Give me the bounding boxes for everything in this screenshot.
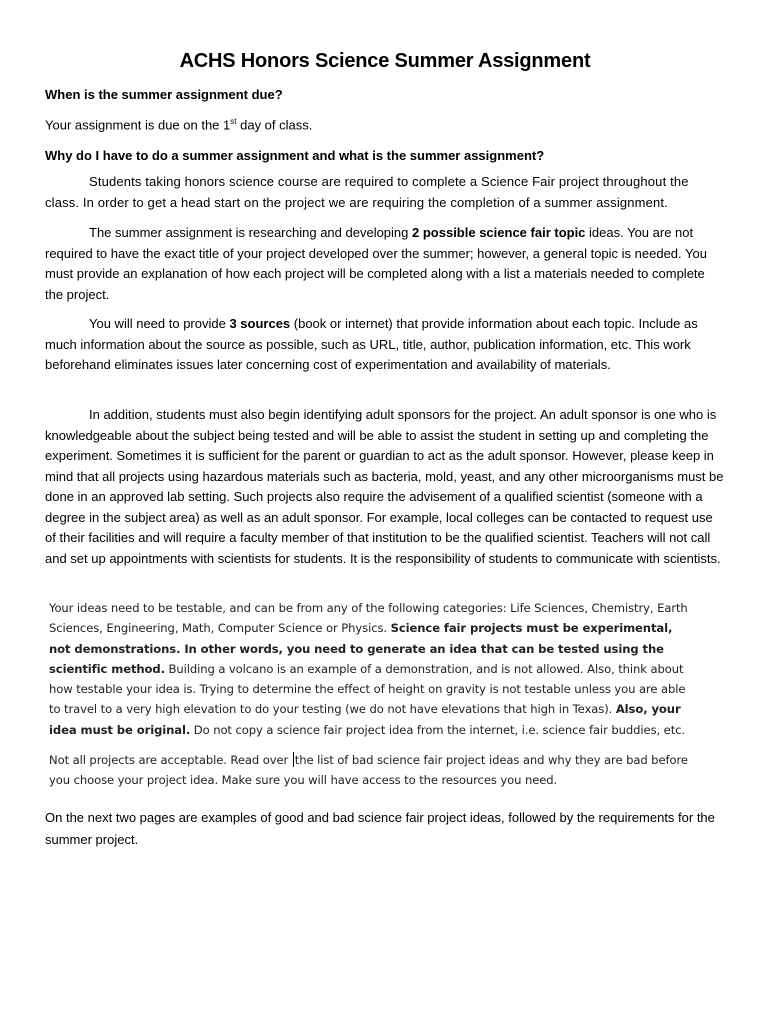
question-due-date: When is the summer assignment due? <box>45 87 283 102</box>
ordinal-suffix: st <box>230 117 237 126</box>
ideas-text-1: Your ideas need to be testable, and can be from any of the following categories: Life Sciences, Chemistry, Earth Sciences, Engineering, Math, Computer Science or Physics. <box>49 601 688 636</box>
answer-text-end: day of class. <box>236 117 313 133</box>
paragraph-sources <box>45 314 725 376</box>
paragraph-closing: On the next two pages are examples of good and bad science fair project ideas, followed by the requirements for the summer project. <box>45 810 715 847</box>
paragraph-sponsors <box>45 405 725 569</box>
text-cursor <box>293 752 294 767</box>
pasted-ideas-block <box>49 598 689 740</box>
answer-text: Your assignment is due on the 1 <box>45 117 231 133</box>
ideas-text-3: Do not copy a science fair project idea from the internet, i.e. science fair buddies, etc. <box>190 722 686 737</box>
page-title: ACHS Honors Science Summer Assignment <box>179 50 591 72</box>
paragraph-intro <box>45 172 725 213</box>
topics-text-end: ideas. You are not required to have the exact title of your project developed over the summer; however, a general topic is needed. You must provide an explanation of how each project will be completed along with a list a materials needed to complete the project. <box>45 225 707 302</box>
question-what-assignment: Why do I have to do a summer assignment and what is the summer assignment? <box>45 148 545 163</box>
paragraph-sponsors-text: In addition, students must also begin identifying adult sponsors for the project. An adult sponsor is one who is knowledgeable about the subject being tested and will be able to assist the student in setting up and completing the experiment. Sometimes it is sufficient for the parent or guardian to act as the adult sponsor. However, please keep in mind that all projects using hazardous materials such as bacteria, mold, yeast, and any other microorganisms must be done in an approved lab setting. Such projects also require the advisement of a qualified scientist (someone with a degree in the subject area) as well as an adult sponsor. For example, local colleges can be contacted to request use of their facilities and will require a faculty member of that institution to be the qualified scientist. Teachers will not call and set up appointments with scientists for students. It is the responsibility of students to communicate with scientists. <box>45 407 724 566</box>
not-all-text: Not all projects are acceptable. Read over <box>49 753 292 767</box>
sources-text: You will need to provide <box>89 316 230 331</box>
paragraph-topics <box>45 223 725 305</box>
answer-due-date <box>45 117 312 132</box>
sources-text-end: (book or internet) that provide information about each topic. Include as much information about the source as possible, such as URL, title, author, publication information, etc. This work beforehand eliminates issues later concerning cost of experimentation and availability of materials. <box>45 316 698 372</box>
sources-bold: 3 sources <box>229 316 291 331</box>
pasted-not-all-block <box>49 750 689 791</box>
topics-text: The summer assignment is researching and developing <box>89 225 413 240</box>
paragraph-intro-text: Students taking honors science course are required to complete a Science Fair project throughout the class. In order to get a head start on the project we are requiring the completion of a summer assignment. <box>45 174 689 210</box>
ideas-bold-2: Also, your idea must be original. <box>49 702 681 737</box>
topics-bold: 2 possible science fair topic <box>412 225 586 240</box>
ideas-bold-1: Science fair projects must be experimental, not demonstrations. In other words, you need to generate an idea that can be tested using the scientific method. <box>49 621 673 676</box>
ideas-text-2: Building a volcano is an example of a demonstration, and is not allowed. Also, think about how testable your idea is. Trying to determine the effect of height on gravity is not testable unless you are able to travel to a very high elevation to do your testing (we do not have elevations that high in Texas). <box>49 661 686 717</box>
not-all-text-end: the list of bad science fair project ideas and why they are bad before you choose your project idea. Make sure you will have access to the resources you need. <box>49 753 688 788</box>
